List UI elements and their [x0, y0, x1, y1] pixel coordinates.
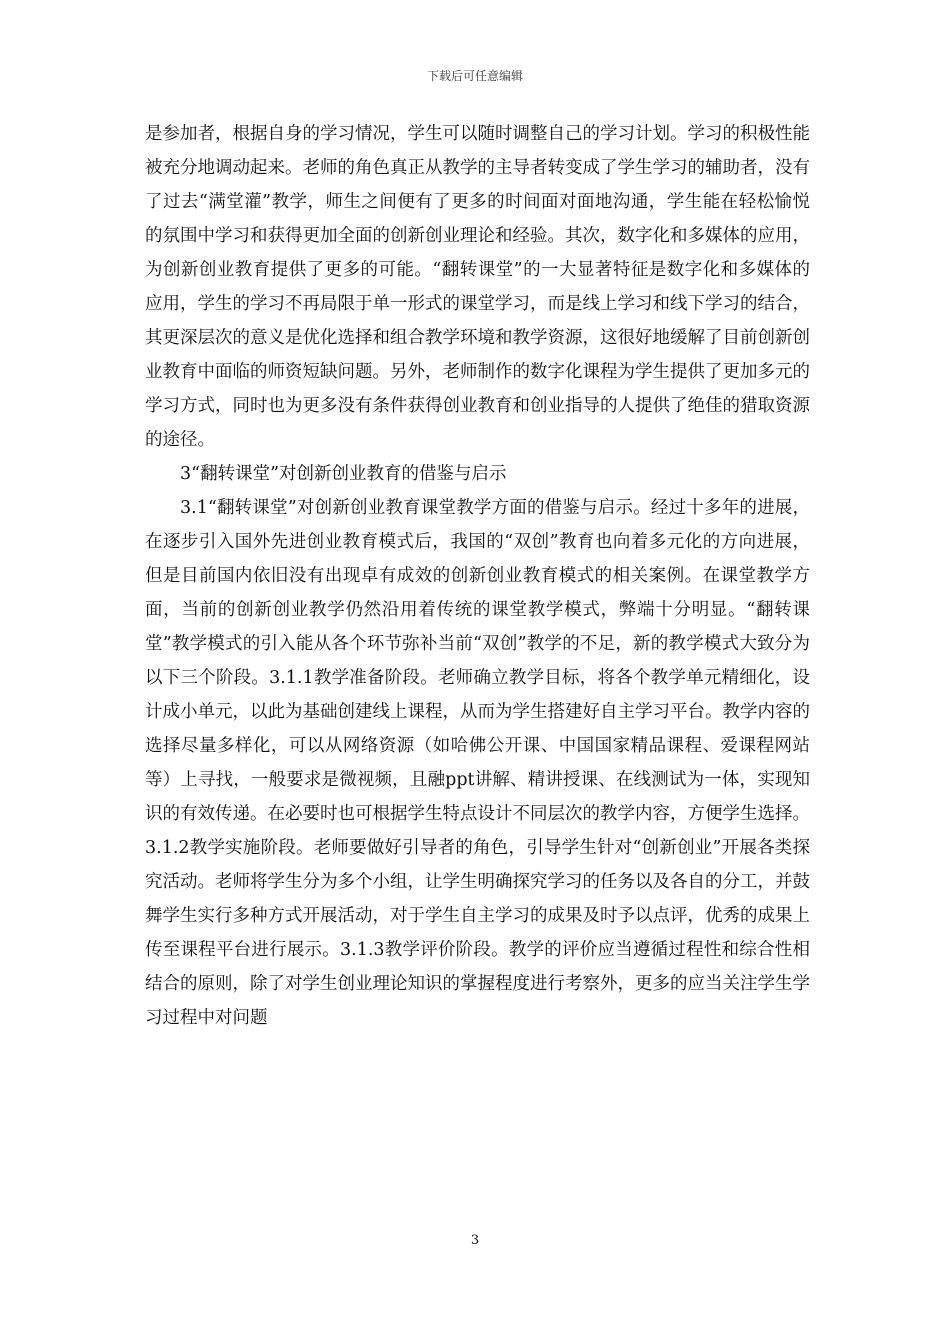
page-number: 3 — [470, 1233, 480, 1248]
body-paragraph: 3.1“翻转课堂”对创新创业教育课堂教学方面的借鉴与启示。经过十多年的进展，在逐步引入国外先进创业教育模式后，我国的“双创”教育也向着多元化的方向进展，但是目前国内依旧没有出现卓有成效的创新创业教育模式的相关案例。在课堂教学方面，当前的创新创业教学仍然沿用着传统的课堂教学模式，弊端十分明显。“翻转课堂”教学模式的引入能从各个环节弥补当前“双创”教学的不足，新的教学模式大致分为以下三个阶段。3.1.1教学准备阶段。老师确立教学目标，将各个教学单元精细化，设计成小单元，以此为基础创建线上课程，从而为学生搭建好自主学习平台。教学内容的选择尽量多样化，可以从网络资源（如哈佛公开课、中国国家精品课程、爱课程网站等）上寻找，一般要求是微视频，且融ppt讲解、精讲授课、在线测试为一体，实现知识的有效传递。在必要时也可根据学生特点设计不同层次的教学内容，方便学生选择。3.1.2教学实施阶段。老师要做好引导者的角色，引导学生针对“创新创业”开展各类探究活动。老师将学生分为多个小组，让学生明确探究学习的任务以及各自的分工，并鼓舞学生实行多种方式开展活动，对于学生自主学习的成果及时予以点评，优秀的成果上传至课程平台进行展示。3.1.3教学评价阶段。教学的评价应当遵循过程性和综合性相结合的原则，除了对学生创业理论知识的掌握程度进行考察外，更多的应当关注学生学习过程中对问题 — [145, 498, 810, 1028]
body-paragraph-continued: 是参加者，根据自身的学习情况，学生可以随时调整自己的学习计划。学习的积极性能被充分地调动起来。老师的角色真正从教学的主导者转变成了学生学习的辅助者，没有了过去“满堂灌”教学，师生之间便有了更多的时间面对面地沟通，学生能在轻松愉悦的氛围中学习和获得更加全面的创新创业理论和经验。其次，数字化和多媒体的应用，为创新创业教育提供了更多的可能。“翻转课堂”的一大显著特征是数字化和多媒体的应用，学生的学习不再局限于单一形式的课堂学习，而是线上学习和线下学习的结合，其更深层次的意义是优化选择和组合教学环境和教学资源，这很好地缓解了目前创新创业教育中面临的师资短缺问题。另外，老师制作的数字化课程为学生提供了更加多元的学习方式，同时也为更多没有条件获得创业教育和创业指导的人提供了绝佳的猎取资源的途径。 — [145, 124, 810, 450]
section-heading: 3“翻转课堂”对创新创业教育的借鉴与启示 — [180, 464, 507, 484]
document-body — [145, 117, 810, 1035]
page-header: 下载后可任意编辑 — [426, 69, 523, 83]
